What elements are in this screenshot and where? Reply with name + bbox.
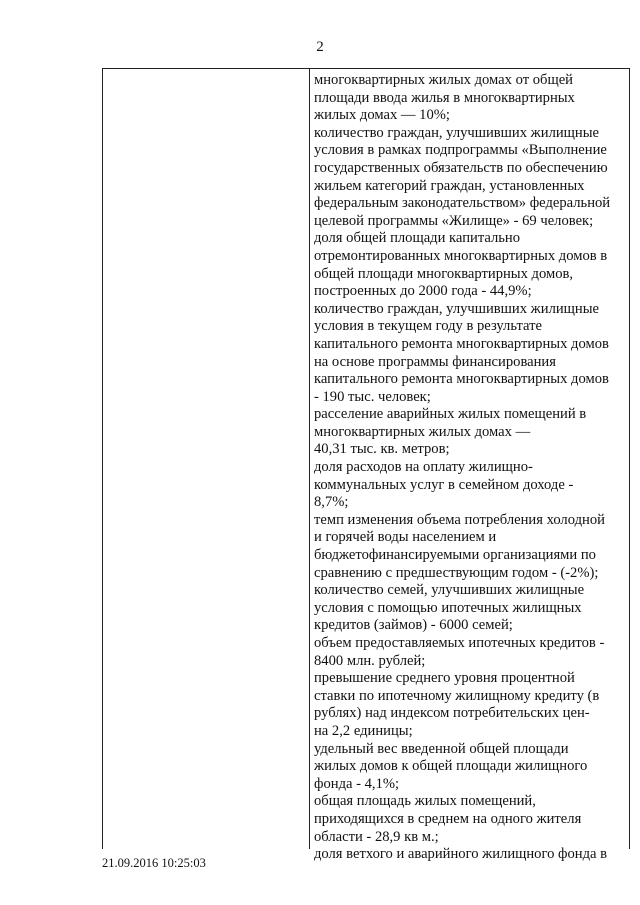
text-line: условия в рамках подпрограммы «Выполнение	[314, 142, 607, 159]
text-line: построенных до 2000 года - 44,9%;	[314, 283, 532, 300]
footer-timestamp: 21.09.2016 10:25:03	[102, 856, 206, 870]
text-line: многоквартирных жилых домах от общей	[314, 72, 573, 88]
text-line: темп изменения объема потребления холодной	[314, 511, 605, 528]
column-divider	[309, 69, 310, 849]
text-line: и горячей воды населением и	[314, 529, 497, 546]
text-line: удельный вес введенной общей площади	[314, 740, 569, 757]
text-line: государственных обязательств по обеспечению	[314, 159, 608, 176]
text-line: области - 28,9 кв м.;	[314, 828, 439, 845]
text-line: жилых домах — 10%;	[314, 107, 450, 124]
text-line: количество семей, улучшивших жилищные	[314, 582, 585, 599]
text-line: на 2,2 единицы;	[314, 722, 413, 739]
text-line: коммунальных услуг в семейном доходе -	[314, 476, 574, 493]
text-line: фонда - 4,1%;	[314, 775, 400, 792]
text-line: доля общей площади капитально	[314, 230, 521, 247]
text-line: доля расходов на оплату жилищно-	[314, 459, 533, 476]
text-line: ставки по ипотечному жилищному кредиту (в	[314, 687, 600, 704]
text-line: на основе программы финансирования	[314, 353, 556, 370]
text-line: сравнению с предшествующим годом - (-2%);	[314, 564, 599, 581]
text-line: площади ввода жилья в многоквартирных	[314, 89, 575, 106]
text-line: 40,31 тыс. кв. метров;	[314, 441, 450, 458]
text-line: количество граждан, улучшивших жилищные	[314, 124, 599, 141]
text-line: 8,7%;	[314, 494, 349, 511]
text-line: жильем категорий граждан, установленных	[314, 177, 585, 194]
text-line: капитального ремонта многоквартирных домов	[314, 335, 609, 352]
text-line: условия с помощью ипотечных жилищных	[314, 599, 582, 616]
page-number: 2	[316, 39, 324, 55]
text-line: расселение аварийных жилых помещений в	[314, 406, 587, 423]
text-line: количество граждан, улучшивших жилищные	[314, 300, 599, 317]
text-line: объем предоставляемых ипотечных кредитов -	[314, 635, 605, 651]
text-line: общая площадь жилых помещений,	[314, 793, 536, 810]
text-line: бюджетофинансируемыми организациями по	[314, 547, 596, 564]
text-line: многоквартирных жилых домах —	[314, 423, 531, 440]
text-line: рублях) над индексом потребительских цен-	[314, 705, 590, 722]
text-line: федеральным законодательством» федеральной	[314, 195, 611, 212]
text-line: капитального ремонта многоквартирных домов	[314, 371, 609, 388]
text-line: превышение среднего уровня процентной	[314, 670, 575, 687]
right-column-cell	[314, 72, 630, 864]
text-line: общей площади многоквартирных домов,	[314, 265, 574, 282]
text-line: целевой программы «Жилище» - 69 человек;	[314, 212, 594, 229]
text-line: приходящихся в среднем на одного жителя	[314, 810, 582, 827]
text-line: условия в текущем году в результате	[314, 318, 542, 335]
text-line: - 190 тыс. человек;	[314, 388, 431, 405]
text-line: кредитов (займов) - 6000 семей;	[314, 617, 513, 634]
text-line: доля ветхого и аварийного жилищного фонда в	[314, 846, 608, 863]
text-line: отремонтированных многоквартирных домов в	[314, 247, 608, 264]
text-line: 8400 млн. рублей;	[314, 652, 426, 669]
text-line: жилых домов к общей площади жилищного	[314, 758, 588, 775]
